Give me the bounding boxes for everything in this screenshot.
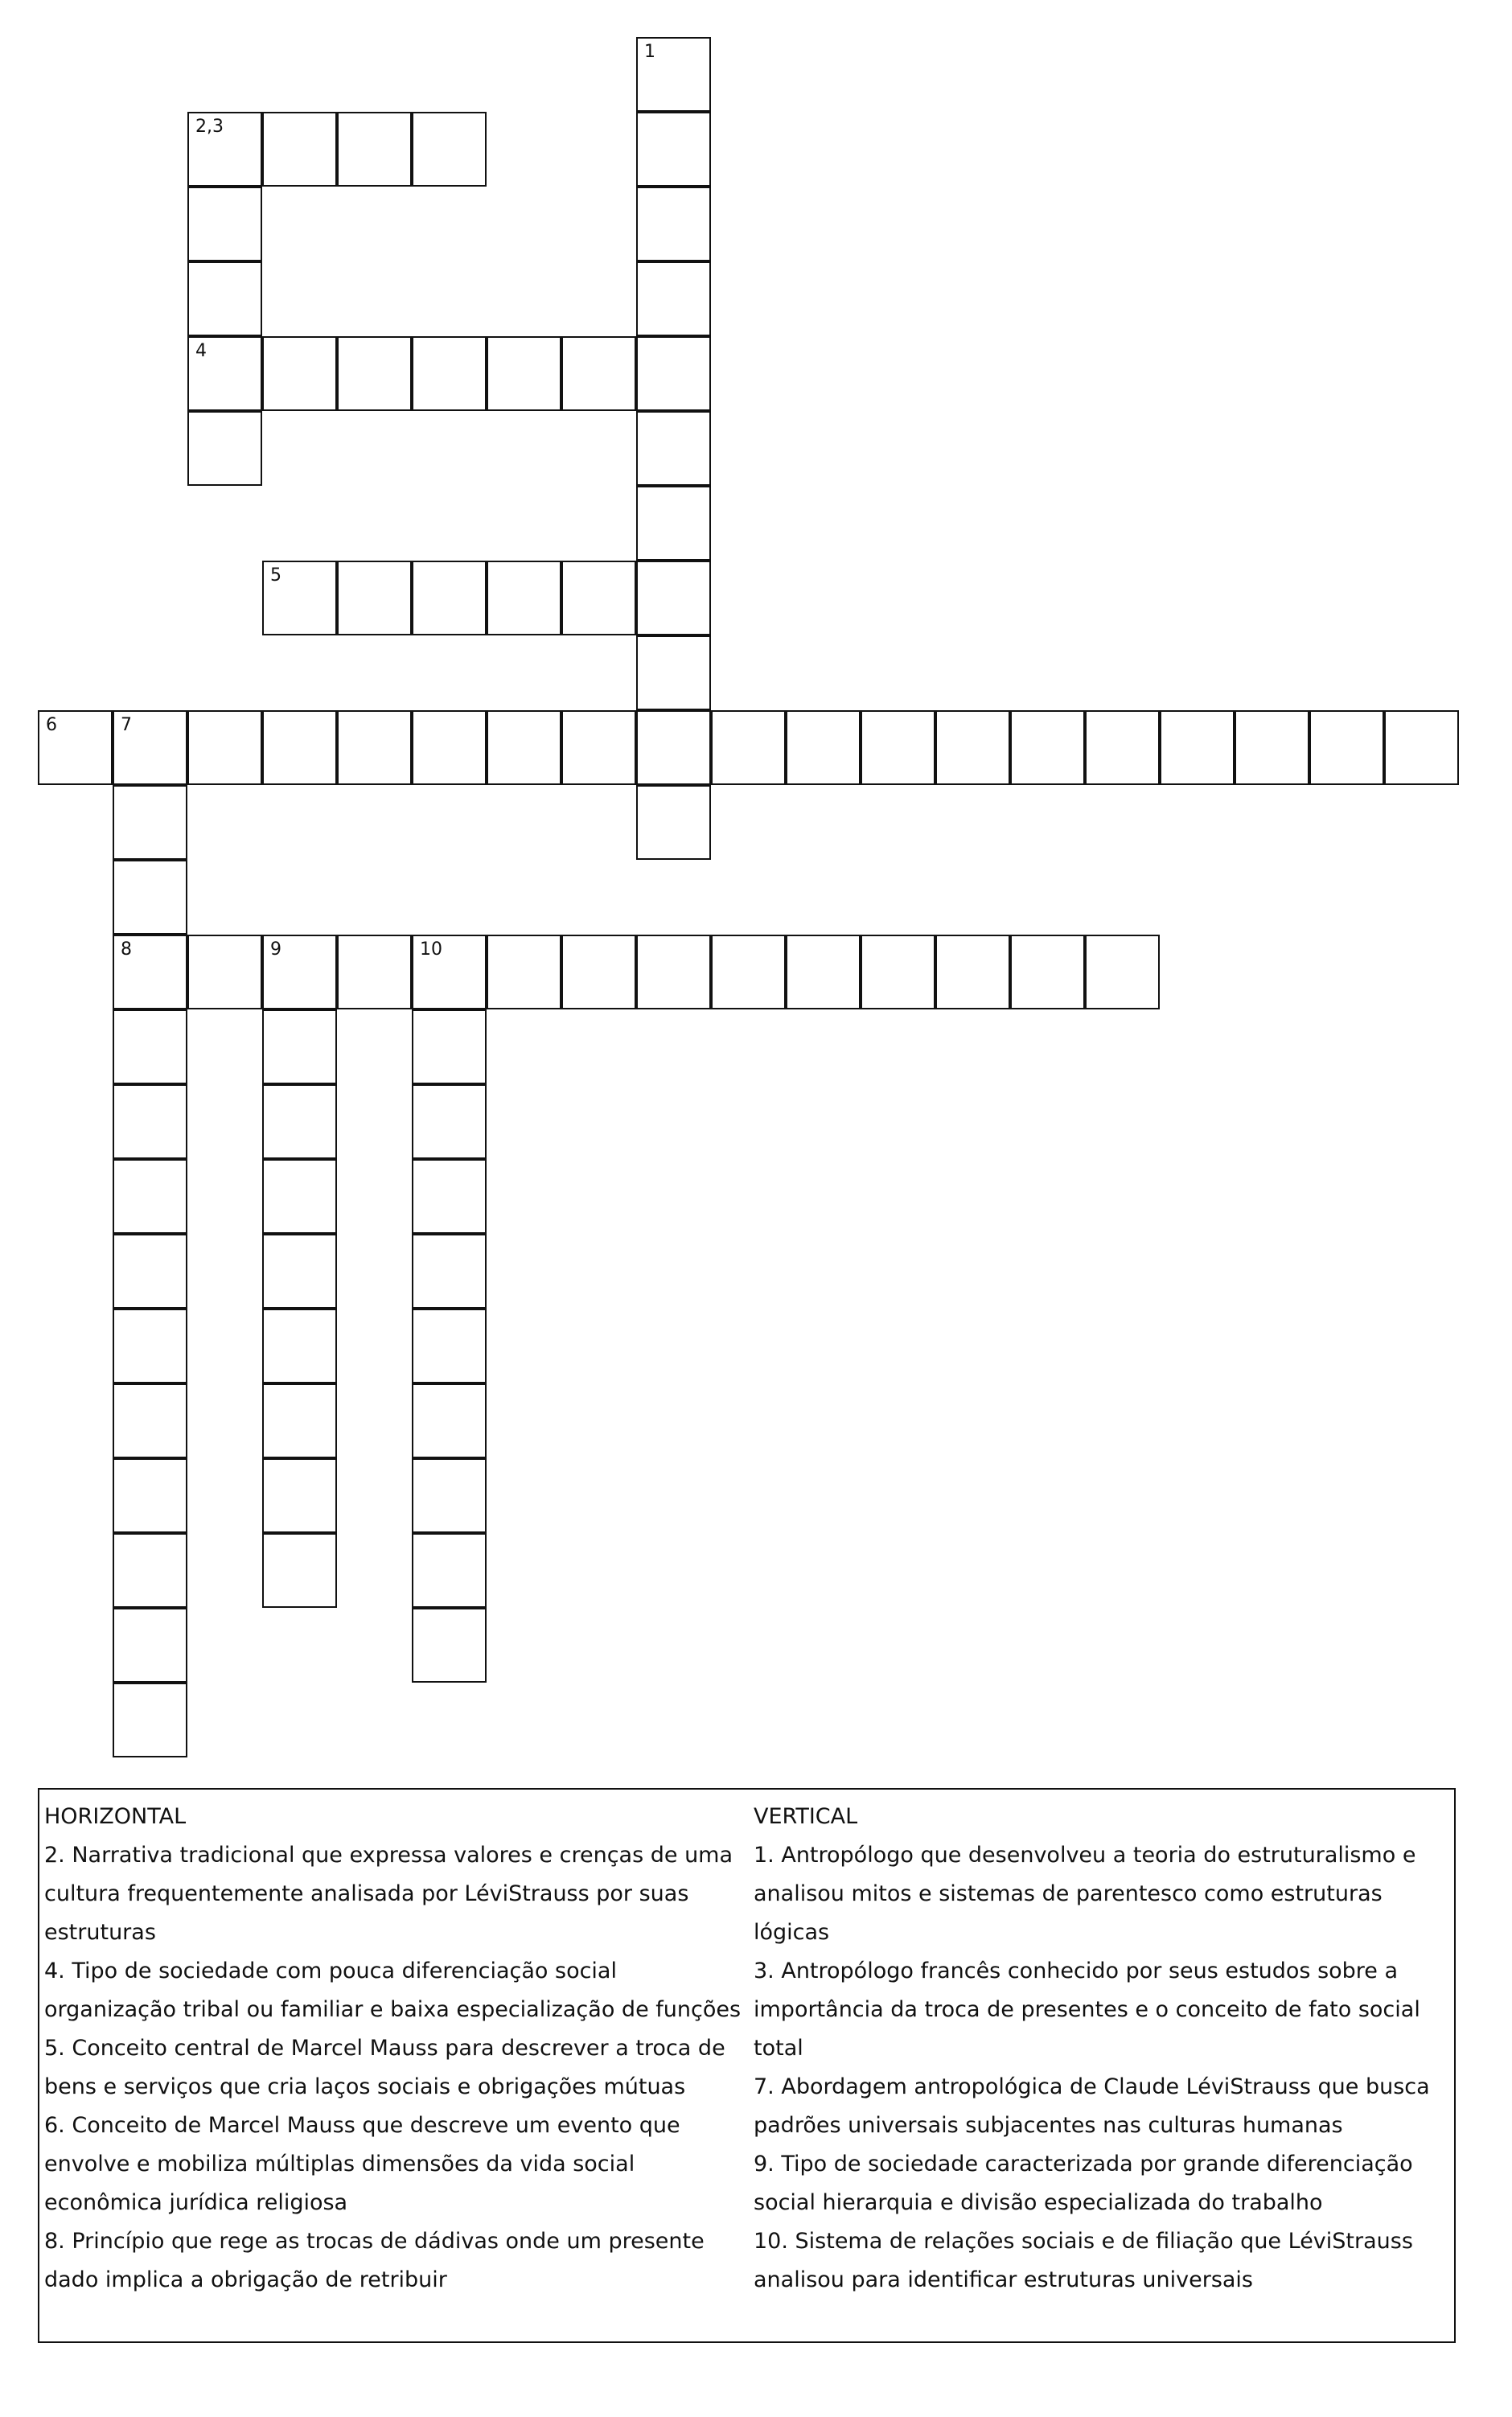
crossword-cell[interactable]: [711, 710, 786, 785]
crossword-cell[interactable]: [412, 1533, 487, 1608]
crossword-cell[interactable]: [711, 935, 786, 1009]
clue-number: 9: [270, 939, 281, 960]
crossword-cell[interactable]: [1235, 710, 1309, 785]
clues-box: [38, 1788, 1456, 2343]
crossword-cell[interactable]: [636, 561, 711, 635]
crossword-cell[interactable]: [636, 187, 711, 261]
crossword-cell[interactable]: [935, 935, 1010, 1009]
crossword-cell[interactable]: [487, 710, 561, 785]
crossword-cell[interactable]: [412, 112, 487, 187]
crossword-cell[interactable]: [412, 710, 487, 785]
crossword-cell[interactable]: [1384, 710, 1459, 785]
clue-vertical-3: 3. Antropólogo francês conhecido por seus estudos sobre a importância da troca de presentes e o conceito de fato social total: [754, 1959, 1420, 2061]
crossword-cell[interactable]: [1010, 710, 1085, 785]
clue-number: 4: [195, 341, 207, 361]
crossword-cell[interactable]: [636, 411, 711, 486]
crossword-cell[interactable]: [113, 935, 187, 1009]
crossword-cell[interactable]: [262, 710, 337, 785]
crossword-cell[interactable]: [113, 1009, 187, 1084]
clue-number: 5: [270, 565, 281, 586]
vertical-clues: [754, 1798, 1453, 2300]
crossword-cell[interactable]: [262, 1458, 337, 1533]
crossword-cell[interactable]: [636, 710, 711, 785]
crossword-cell[interactable]: [262, 112, 337, 187]
crossword-cell[interactable]: [412, 935, 487, 1009]
clue-horizontal-8: 8. Princípio que rege as trocas de dádivas onde um presente dado implica a obrigação de retribuir: [44, 2229, 705, 2292]
crossword-cell[interactable]: [113, 1309, 187, 1383]
crossword-cell[interactable]: [1160, 710, 1235, 785]
crossword-cell[interactable]: [337, 112, 412, 187]
crossword-cell[interactable]: [187, 112, 262, 187]
crossword-cell[interactable]: [935, 710, 1010, 785]
crossword-cell[interactable]: [861, 710, 935, 785]
clue-number: 8: [121, 939, 132, 960]
crossword-cell[interactable]: [113, 1159, 187, 1234]
crossword-cell[interactable]: [412, 561, 487, 635]
crossword-cell[interactable]: [337, 935, 412, 1009]
crossword-cell[interactable]: [636, 486, 711, 561]
crossword-cell[interactable]: [113, 1608, 187, 1683]
crossword-cell[interactable]: [636, 37, 711, 112]
crossword-cell[interactable]: [187, 261, 262, 336]
crossword-cell[interactable]: [412, 1608, 487, 1683]
clue-vertical-1: 1. Antropólogo que desenvolveu a teoria do estruturalismo e analisou mitos e sistemas de parentesco como estruturas lógicas: [754, 1843, 1416, 1945]
crossword-cell[interactable]: [262, 935, 337, 1009]
crossword-cell[interactable]: [113, 1383, 187, 1458]
crossword-cell[interactable]: [412, 336, 487, 411]
crossword-cell[interactable]: [561, 710, 636, 785]
clue-number: 10: [420, 939, 442, 960]
crossword-cell[interactable]: [487, 561, 561, 635]
crossword-cell[interactable]: [561, 935, 636, 1009]
clue-number: 6: [46, 715, 57, 735]
crossword-cell[interactable]: [187, 187, 262, 261]
crossword-cell[interactable]: [262, 1234, 337, 1309]
crossword-cell[interactable]: [262, 1084, 337, 1159]
crossword-cell[interactable]: [412, 1084, 487, 1159]
crossword-cell[interactable]: [262, 1009, 337, 1084]
crossword-cell[interactable]: [113, 1084, 187, 1159]
crossword-cell[interactable]: [1010, 935, 1085, 1009]
crossword-cell[interactable]: [412, 1009, 487, 1084]
crossword-cell[interactable]: [113, 1683, 187, 1757]
crossword-cell[interactable]: [636, 935, 711, 1009]
crossword-cell[interactable]: [1085, 710, 1160, 785]
crossword-cell[interactable]: [412, 1383, 487, 1458]
crossword-cell[interactable]: [187, 411, 262, 486]
crossword-cell[interactable]: [636, 336, 711, 411]
crossword-cell[interactable]: [337, 336, 412, 411]
crossword-cell[interactable]: [636, 112, 711, 187]
clue-horizontal-5: 5. Conceito central de Marcel Mauss para descrever a troca de bens e serviços que cria laços sociais e obrigações mútuas: [44, 2036, 725, 2099]
crossword-cell[interactable]: [561, 561, 636, 635]
crossword-cell[interactable]: [636, 785, 711, 860]
crossword-cell[interactable]: [38, 710, 113, 785]
clue-vertical-7: 7. Abordagem antropológica de Claude LéviStrauss que busca padrões universais subjacentes nas culturas humanas: [754, 2074, 1430, 2138]
crossword-cell[interactable]: [262, 1309, 337, 1383]
vertical-title: VERTICAL: [754, 1804, 858, 1829]
clue-vertical-10: 10. Sistema de relações sociais e de filiação que LéviStrauss analisou para identificar estruturas universais: [754, 2229, 1413, 2292]
crossword-cell[interactable]: [1085, 935, 1160, 1009]
clue-number: 7: [121, 715, 132, 735]
clue-horizontal-2: 2. Narrativa tradicional que expressa valores e crenças de uma cultura frequentemente analisada por LéviStrauss por suas estruturas: [44, 1843, 733, 1945]
horizontal-clues: [44, 1798, 752, 2300]
crossword-cell[interactable]: [561, 336, 636, 411]
crossword-cell[interactable]: [113, 860, 187, 935]
crossword-cell[interactable]: [113, 1533, 187, 1608]
crossword-cell[interactable]: [187, 935, 262, 1009]
crossword-cell[interactable]: [412, 1309, 487, 1383]
clue-horizontal-4: 4. Tipo de sociedade com pouca diferenciação social organização tribal ou familiar e baixa especialização de funções: [44, 1959, 742, 2022]
crossword-cell[interactable]: [113, 1234, 187, 1309]
crossword-cell[interactable]: [262, 561, 337, 635]
crossword-cell[interactable]: [636, 635, 711, 710]
crossword-cell[interactable]: [262, 1533, 337, 1608]
crossword-cell[interactable]: [113, 785, 187, 860]
crossword-cell[interactable]: [262, 1383, 337, 1458]
crossword-cell[interactable]: [262, 336, 337, 411]
crossword-cell[interactable]: [487, 336, 561, 411]
clue-number: 1: [644, 42, 655, 62]
crossword-cell[interactable]: [337, 561, 412, 635]
crossword-cell[interactable]: [786, 935, 861, 1009]
clue-horizontal-6: 6. Conceito de Marcel Mauss que descreve um evento que envolve e mobiliza múltiplas dimensões da vida social econômica jurídica religiosa: [44, 2113, 680, 2215]
crossword-cell[interactable]: [113, 1458, 187, 1533]
crossword-cell[interactable]: [262, 1159, 337, 1234]
crossword-cell[interactable]: [786, 710, 861, 785]
crossword-cell[interactable]: [636, 261, 711, 336]
crossword-cell[interactable]: [187, 336, 262, 411]
crossword-cell[interactable]: [412, 1458, 487, 1533]
crossword-cell[interactable]: [1309, 710, 1384, 785]
crossword-cell[interactable]: [337, 710, 412, 785]
clue-number: 2,3: [195, 117, 224, 137]
crossword-cell[interactable]: [487, 935, 561, 1009]
crossword-cell[interactable]: [187, 710, 262, 785]
crossword-cell[interactable]: [412, 1234, 487, 1309]
crossword-cell[interactable]: [861, 935, 935, 1009]
clue-vertical-9: 9. Tipo de sociedade caracterizada por grande diferenciação social hierarquia e divisão especializada do trabalho: [754, 2152, 1413, 2215]
crossword-cell[interactable]: [113, 710, 187, 785]
horizontal-title: HORIZONTAL: [44, 1804, 187, 1829]
crossword-cell[interactable]: [412, 1159, 487, 1234]
